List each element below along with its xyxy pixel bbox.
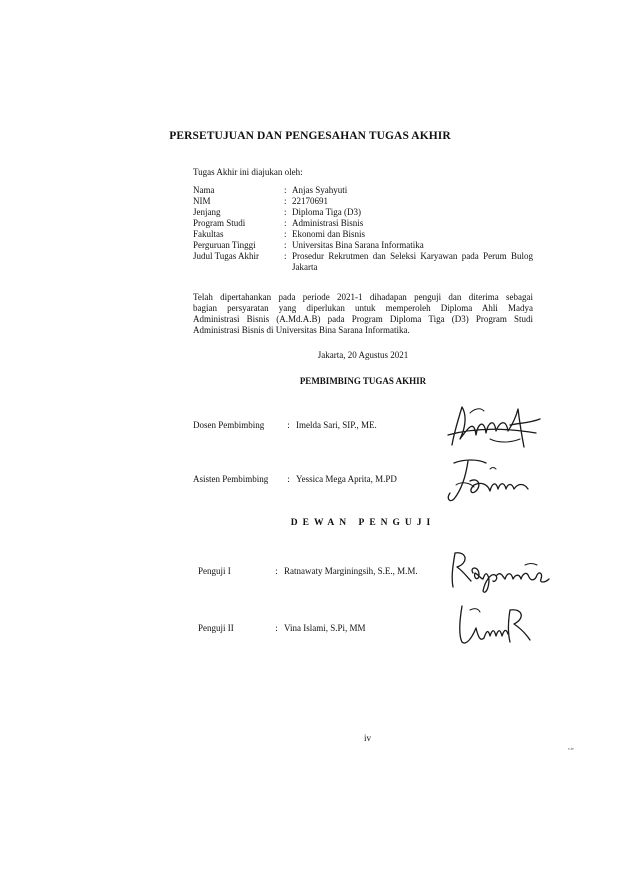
- date-line: Jakarta, 20 Agustus 2021: [317, 350, 409, 360]
- info-value: Anjas Syahyuti: [292, 185, 348, 195]
- info-label: Judul Tugas Akhir: [193, 251, 260, 261]
- supervisor-name: Imelda Sari, SIP., ME.: [296, 420, 377, 430]
- paragraph-line: Administrasi Bisnis (A.Md.A.B) pada Program Diploma Tiga (D3) Program Studi: [193, 314, 533, 324]
- supervisor-heading: PEMBIMBING TUGAS AKHIR: [299, 376, 427, 386]
- info-row-perguruan-tinggi: Perguruan Tinggi : Universitas Bina Sarana Informatika: [193, 240, 533, 251]
- info-label: Fakultas: [193, 229, 224, 239]
- info-label: Program Studi: [193, 218, 246, 228]
- student-info-table: [193, 185, 533, 273]
- info-label: NIM: [193, 196, 211, 206]
- info-value: Diploma Tiga (D3): [292, 207, 362, 217]
- examiner-row: Penguji II : Vina Islami, S.Pi, MM: [198, 623, 366, 633]
- info-label: Perguruan Tinggi: [193, 240, 256, 250]
- info-row-program-studi: Program Studi : Administrasi Bisnis: [193, 218, 533, 229]
- info-row-nim: NIM : 22170691: [193, 196, 533, 207]
- info-row-fakultas: Fakultas : Ekonomi dan Bisnis: [193, 229, 533, 240]
- supervisor-label: Dosen Pembimbing: [193, 420, 265, 430]
- signature-dosen-pembimbing: [440, 395, 550, 455]
- signature-penguji-2: [450, 600, 540, 655]
- info-value: Prosedur Rekrutmen dan Seleksi Karyawan pada Perum Bulog Jakarta: [292, 251, 533, 272]
- info-label: Jenjang: [193, 207, 221, 217]
- supervisor-row: Asisten Pembimbing : Yessica Mega Aprita, M.PD: [193, 474, 397, 484]
- paragraph-line: Administrasi Bisnis di Universitas Bina Sarana Informatika.: [193, 325, 410, 335]
- info-row-jenjang: Jenjang : Diploma Tiga (D3): [193, 207, 533, 218]
- paragraph-line: bagian persyaratan yang diperlukan untuk memperoleh Diploma Ahli Madya: [193, 303, 533, 313]
- examiner-name: Ratnawaty Marginingsih, S.E., M.M.: [284, 566, 418, 576]
- supervisor-label: Asisten Pembimbing: [193, 474, 269, 484]
- info-value: 22170691: [292, 196, 328, 206]
- page-number: iv: [364, 733, 372, 743]
- signature-asisten-pembimbing: [440, 455, 540, 510]
- signature-penguji-1: [445, 545, 560, 600]
- info-value: Administrasi Bisnis: [292, 218, 364, 228]
- corner-mark: v.iv: [568, 746, 574, 751]
- intro-text: Tugas Akhir ini diajukan oleh:: [193, 167, 303, 177]
- info-row-nama: Nama : Anjas Syahyuti: [193, 185, 533, 196]
- examiner-name: Vina Islami, S.Pi, MM: [284, 623, 366, 633]
- paragraph-line: Telah dipertahankan pada periode 2021-1 dihadapan penguji dan diterima sebagai: [193, 292, 533, 302]
- supervisor-name: Yessica Mega Aprita, M.PD: [296, 474, 397, 484]
- info-row-judul: Judul Tugas Akhir : Prosedur Rekrutmen dan Seleksi Karyawan pada Perum Bulog Jakarta: [193, 251, 533, 272]
- examiner-row: Penguji I : Ratnawaty Marginingsih, S.E., M.M.: [198, 566, 418, 576]
- document-title: PERSETUJUAN DAN PENGESAHAN TUGAS AKHIR: [169, 130, 451, 142]
- examiner-heading: DEWAN PENGUJI: [290, 518, 436, 528]
- info-value: Ekonomi dan Bisnis: [292, 229, 366, 239]
- examiner-label: Penguji II: [198, 623, 234, 633]
- approval-paragraph: [193, 292, 533, 336]
- info-value: Universitas Bina Sarana Informatika: [292, 240, 424, 250]
- examiner-label: Penguji I: [198, 566, 231, 576]
- info-label: Nama: [193, 185, 215, 195]
- supervisor-row: Dosen Pembimbing : Imelda Sari, SIP., ME.: [193, 420, 377, 430]
